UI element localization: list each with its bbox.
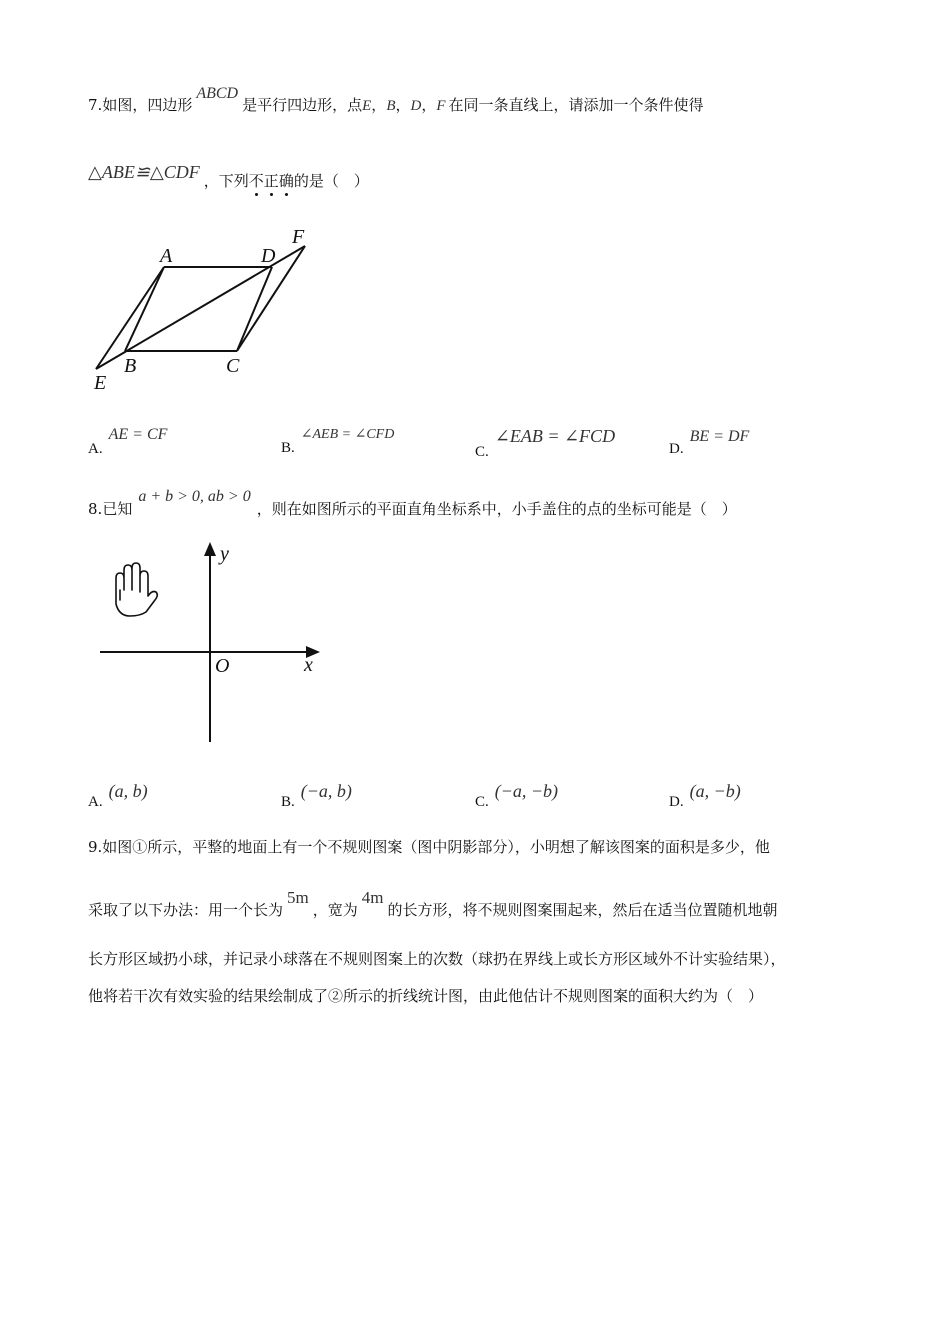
- q9-stem-line4: 他将若干次有效实验的结果绘制成了②所示的折线统计图，由此他估计不规则图案的面积大约为（ ）: [88, 987, 764, 1005]
- q7-label-a: A: [160, 245, 173, 267]
- q7-option-c[interactable]: C.∠EAB = ∠FCD: [475, 426, 616, 460]
- q7-math-abcd: ABCD: [196, 85, 239, 102]
- hand-icon: [116, 563, 157, 616]
- q8-y-arrow: [204, 542, 216, 556]
- q7-math-congruent: △ABE≌△CDF: [88, 162, 200, 182]
- q9-stem-line3: 长方形区域扔小球，并记录小球落在不规则图案上的次数（球扔在界线上或长方形区域外不计实验结果），: [88, 950, 786, 968]
- q8-option-c[interactable]: C.(−a, −b): [475, 781, 559, 810]
- q7-label-d: D: [261, 245, 276, 267]
- q8-math-condition: a + b > 0, ab > 0: [138, 488, 251, 505]
- q7-label-c: C: [226, 355, 240, 377]
- q7-label-e: E: [94, 372, 107, 394]
- q7-option-d[interactable]: D.BE = DF: [669, 428, 750, 457]
- q8-stem: 8.已知a + b > 0, ab > 0，则在如图所示的平面直角坐标系中，小手盖住的点的坐标可能是（ ）: [88, 488, 737, 518]
- q7-option-a[interactable]: A.AE = CF: [88, 426, 168, 457]
- q9-length: 5m: [287, 888, 309, 907]
- q7-label-f: F: [292, 226, 305, 248]
- q9-width: 4m: [361, 888, 384, 907]
- q9-stem-line1: 9.如图①所示，平整的地面上有一个不规则图案（图中阴影部分），小明想了解该图案的面积是多少，他: [88, 838, 770, 856]
- q7-stem-line2: △ABE≌△CDF ，下列不正确的是（ ）: [88, 162, 369, 190]
- q8-option-d[interactable]: D.(a, −b): [669, 781, 741, 810]
- q7-option-b[interactable]: B.∠AEB = ∠CFD: [281, 427, 395, 456]
- q7-stem-line1: 7.如图，四边形ABCD是平行四边形，点E，B，D，F 在同一条直线上，请添加一个条件使得: [88, 85, 704, 114]
- q7-label-b: B: [124, 355, 137, 377]
- q8-option-b[interactable]: B.(−a, b): [281, 781, 352, 810]
- q8-label-x: x: [304, 654, 313, 676]
- q8-option-a[interactable]: A.(a, b): [88, 781, 148, 810]
- q9-stem-line2: 采取了以下办法：用一个长为5m，宽为4m的长方形，将不规则图案围起来，然后在适当位置随机地朝: [88, 888, 778, 919]
- q8-label-origin: O: [215, 655, 230, 677]
- q8-label-y: y: [220, 543, 229, 565]
